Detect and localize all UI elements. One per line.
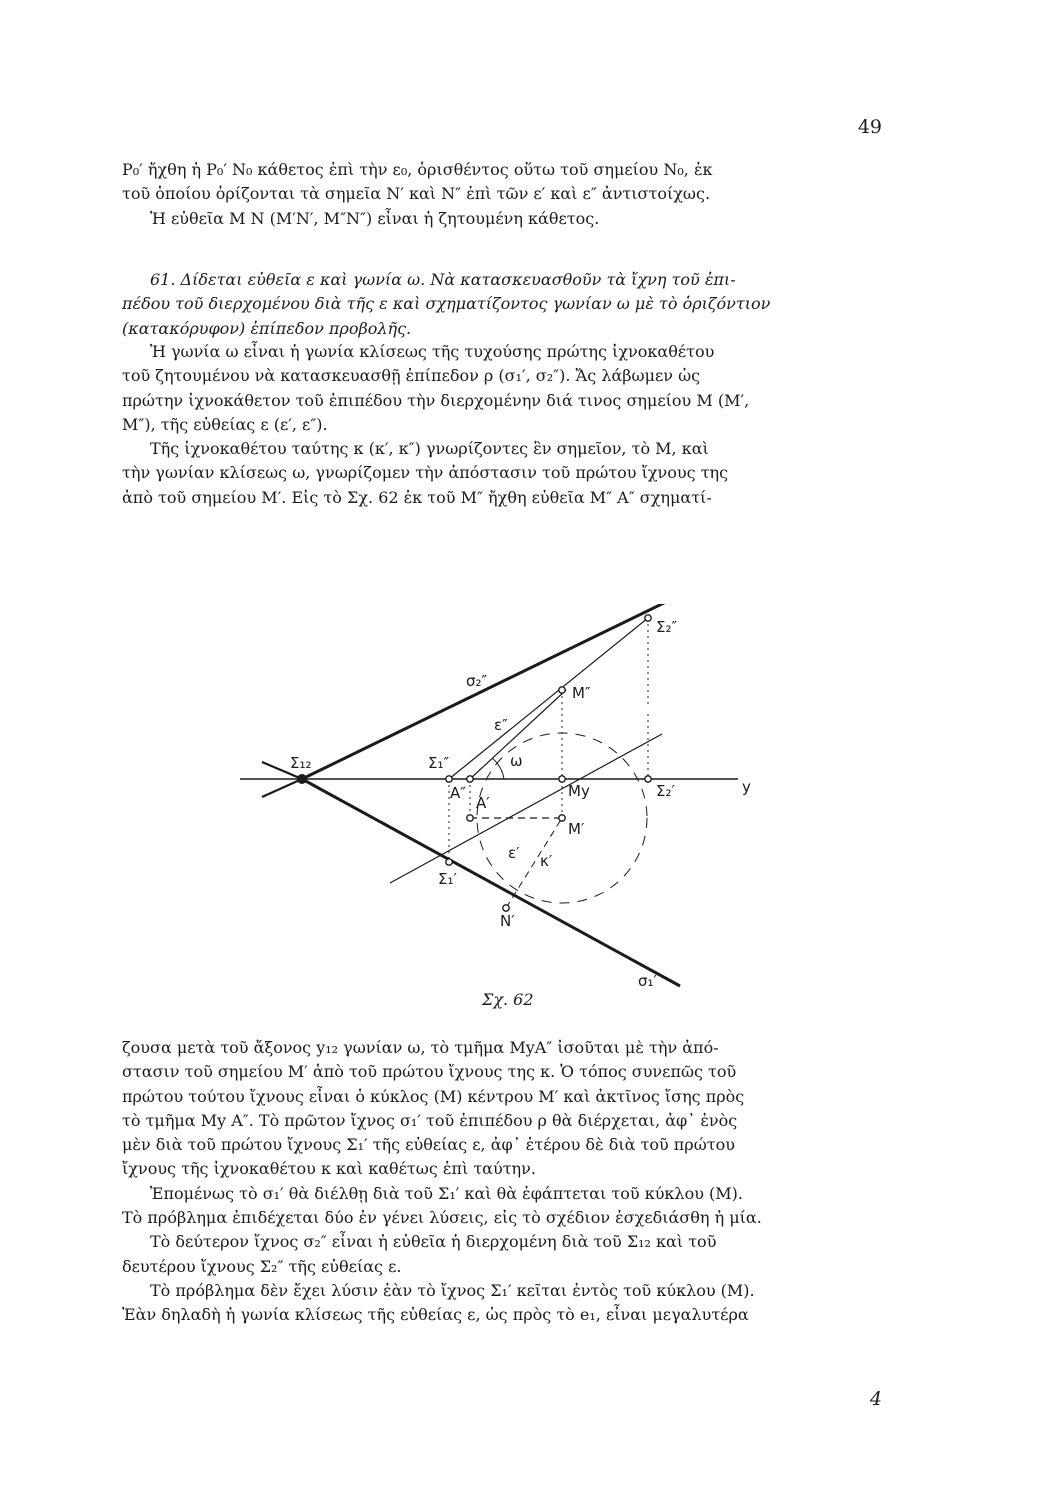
text-line: Μ″), τῆς εὐθείας ε (ε′, ε″). bbox=[122, 414, 328, 434]
text-line: πέδου τοῦ διερχομένου διὰ τῆς ε καὶ σχηματίζοντος γωνίαν ω μὲ τὸ ὁριζόντιον bbox=[122, 294, 771, 314]
point-s12 bbox=[297, 774, 307, 784]
problem-heading-line: 61. Δίδεται εὐθεῖα ε καὶ γωνία ω. Νὰ κατασκευασθοῦν τὰ ἴχνη τοῦ ἐπι- bbox=[150, 270, 736, 289]
paragraph-after-figure bbox=[122, 1036, 882, 1328]
point-n-lower bbox=[503, 905, 509, 911]
point-s1-lower bbox=[446, 859, 452, 865]
label-e-lower: ε′ bbox=[508, 844, 520, 862]
text-line: ἴχνους τῆς ἰχνοκαθέτου κ καὶ καθέτως ἐπὶ ταύτην. bbox=[122, 1159, 536, 1179]
text-line: Ἡ γωνία ω εἶναι ἡ γωνία κλίσεως τῆς τυχούσης πρώτης ἰχνοκαθέτου bbox=[150, 342, 715, 361]
text-line: Τὸ πρόβλημα δὲν ἔχει λύσιν ἐὰν τὸ ἴχνος Σ₁′ κεῖται ἐντὸς τοῦ κύκλου (Μ). bbox=[150, 1280, 755, 1300]
text-line: τοῦ ὁποίου ὁρίζονται τὰ σημεῖα Ν′ καὶ Ν″ ἐπὶ τῶν ε′ καὶ ε″ ἀντιστοίχως. bbox=[122, 184, 711, 204]
label-s1-upper: Σ₁″ bbox=[428, 754, 450, 772]
text-line: Τῆς ἰχνοκαθέτου ταύτης κ (κ′, κ″) γνωρίζοντες ἓν σημεῖον, τὸ Μ, καὶ bbox=[150, 439, 709, 459]
label-omega: ω bbox=[510, 752, 523, 770]
point-m-upper bbox=[559, 687, 565, 693]
text-line: ζουσα μετὰ τοῦ ἄξονος y₁₂ γωνίαν ω, τὸ τμῆμα MyA″ ἰσοῦται μὲ τὴν ἀπό- bbox=[122, 1038, 719, 1057]
trace-sigma2 bbox=[302, 604, 670, 779]
label-s2-axis: Σ₂′ bbox=[656, 782, 675, 800]
label-m-lower: Μ′ bbox=[568, 820, 585, 838]
paragraph-continuation bbox=[122, 158, 882, 231]
label-k-lower: κ′ bbox=[540, 852, 553, 870]
label-n-lower: Ν′ bbox=[500, 912, 515, 930]
line-k bbox=[506, 818, 562, 908]
text-line: στασιν τοῦ σημείου Μ′ ἀπὸ τοῦ πρώτου ἴχνους της κ. Ὁ τόπος συνεπῶς τοῦ bbox=[122, 1062, 737, 1082]
line-e-upper bbox=[449, 618, 648, 779]
label-e-upper: ε″ bbox=[494, 716, 508, 734]
label-sigma1-lower: σ₁′ bbox=[638, 972, 657, 990]
trace-sigma1-ext bbox=[262, 779, 302, 797]
label-s12: Σ₁₂ bbox=[290, 754, 312, 772]
trace-sigma1 bbox=[302, 779, 680, 986]
point-a-upper bbox=[467, 776, 473, 782]
label-s2-top: Σ₂″ bbox=[656, 618, 678, 636]
text-line: Τὸ δεύτερον ἴχνος σ₂″ εἶναι ἡ εὐθεῖα ἡ διερχομένη διὰ τοῦ Σ₁₂ καὶ τοῦ bbox=[150, 1232, 717, 1252]
text-line: τοῦ ζητουμένου νὰ κατασκευασθῇ ἐπίπεδον ρ (σ₁′, σ₂″). Ἄς λάβωμεν ὡς bbox=[122, 366, 701, 386]
signature-number: 4 bbox=[869, 1388, 882, 1410]
text-line: (κατακόρυφον) ἐπίπεδον προβολῆς. bbox=[122, 318, 412, 338]
point-a-lower bbox=[467, 815, 473, 821]
point-s1-upper bbox=[446, 776, 452, 782]
text-line: Ρ₀′ ἤχθη ἡ Ρ₀′ Ν₀ κάθετος ἐπὶ τὴν ε₀, ὁρισθέντος οὕτω τοῦ σημείου Ν₀, ἐκ bbox=[122, 160, 713, 179]
text-line: Ἐὰν δηλαδὴ ἡ γωνία κλίσεως τῆς εὐθείας ε, ὡς πρὸς τὸ e₁, εἶναι μεγαλυτέρα bbox=[122, 1305, 749, 1325]
figure-62 bbox=[236, 604, 766, 1016]
problem-statement bbox=[122, 268, 882, 341]
point-s2-upper bbox=[645, 615, 651, 621]
text-line: δευτέρου ἴχνους Σ₂″ τῆς εὐθείας ε. bbox=[122, 1256, 402, 1276]
text-line: Ἑπομένως τὸ σ₁′ θὰ διέλθῃ διὰ τοῦ Σ₁′ καὶ θὰ ἐφάπτεται τοῦ κύκλου (Μ). bbox=[150, 1183, 743, 1203]
text-line: Τὸ πρόβλημα ἐπιδέχεται δύο ἐν γένει λύσεις, εἰς τὸ σχέδιον ἐσχεδιάσθη ἡ μία. bbox=[122, 1208, 762, 1228]
label-axis-y: y bbox=[742, 778, 751, 796]
point-s2-axis bbox=[645, 776, 651, 782]
text-line: τὸ τμῆμα My A″. Τὸ πρῶτον ἴχνος σ₁′ τοῦ ἐπιπέδου ρ θὰ διέρχεται, ἀφ᾽ ἑνὸς bbox=[122, 1110, 738, 1130]
figure-caption: Σχ. 62 bbox=[482, 990, 534, 1009]
text-line: ἀπὸ τοῦ σημείου Μ′. Εἰς τὸ Σχ. 62 ἐκ τοῦ Μ″ ἤχθη εὐθεῖα Μ″ Α″ σχηματί- bbox=[122, 487, 712, 507]
label-a-lower: Α′ bbox=[476, 794, 490, 812]
label-a-upper: Α″ bbox=[450, 784, 466, 802]
text-line: πρώτην ἰχνοκάθετον τοῦ ἐπιπέδου τὴν διερχομένην διά τινος σημείου Μ (Μ′, bbox=[122, 390, 750, 410]
text-line: πρώτου τούτου ἴχνους εἶναι ὁ κύκλος (Μ) κέντρου Μ′ καὶ ἀκτῖνος ἴσης πρὸς bbox=[122, 1086, 745, 1106]
text-line: τὴν γωνίαν κλίσεως ω, γνωρίζομεν τὴν ἀπόστασιν τοῦ πρώτου ἴχνους της bbox=[122, 463, 729, 483]
angle-omega bbox=[492, 758, 504, 779]
point-my bbox=[559, 776, 565, 782]
point-m-lower bbox=[559, 815, 565, 821]
text-line: μὲν διὰ τοῦ πρώτου ἴχνους Σ₁′ τῆς εὐθείας ε, ἀφ᾽ ἑτέρου δὲ διὰ τοῦ πρώτου bbox=[122, 1135, 735, 1155]
paragraph-solution bbox=[122, 340, 882, 510]
label-my: Μy bbox=[568, 782, 590, 800]
page-number: 49 bbox=[857, 116, 882, 138]
label-s1-lower: Σ₁′ bbox=[438, 870, 457, 888]
text-line: Ἡ εὐθεῖα Μ Ν (Μ′Ν′, Μ″Ν″) εἶναι ἡ ζητουμένη κάθετος. bbox=[150, 208, 600, 228]
label-m-upper: Μ″ bbox=[572, 684, 591, 702]
label-sigma2-upper: σ₂″ bbox=[466, 672, 488, 690]
